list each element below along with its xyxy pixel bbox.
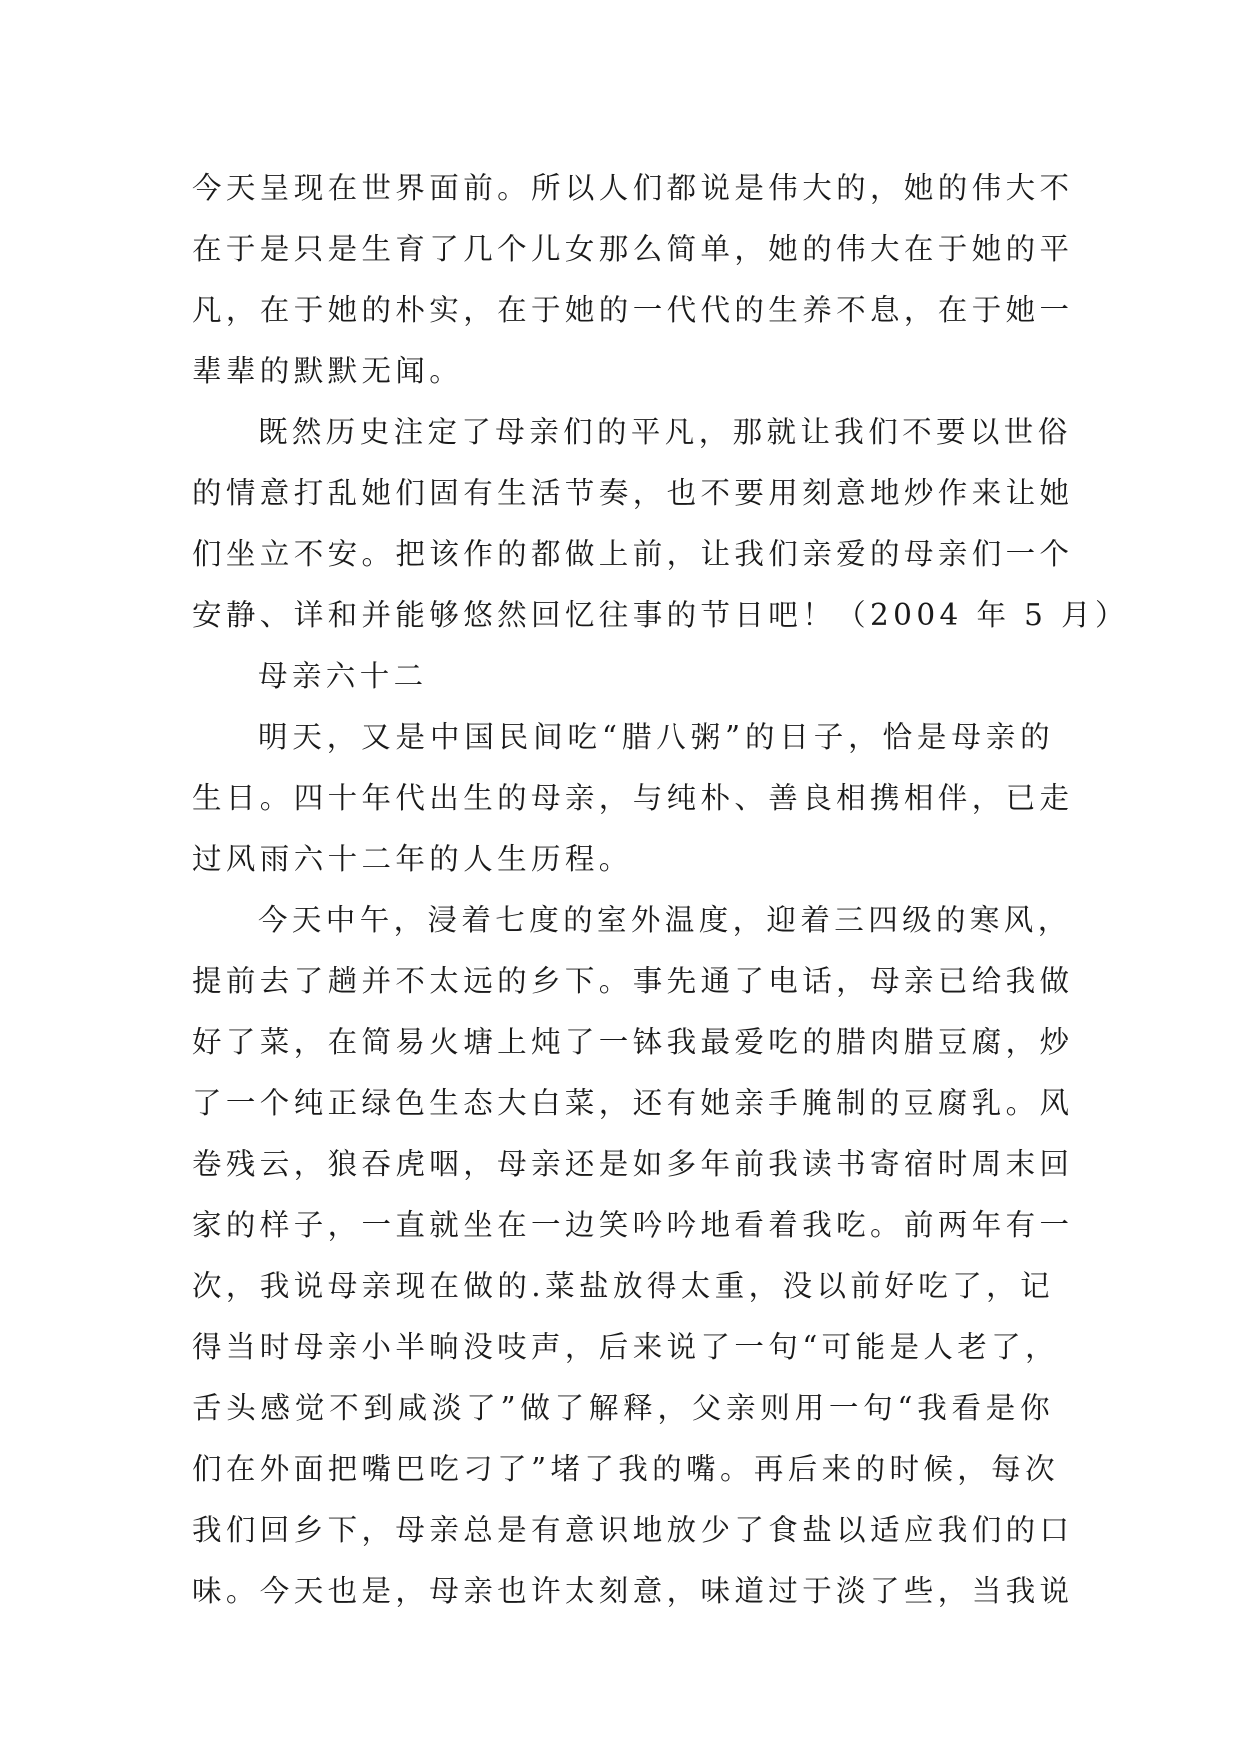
text-line: 味。今天也是，母亲也许太刻意，味道过于淡了些，当我说 xyxy=(192,1574,1074,1608)
text-line: 安静、详和并能够悠然回忆往事的节日吧！（2004 年 5 月） xyxy=(192,598,1129,632)
text-line: 在于是只是生育了几个儿女那么简单，她的伟大在于她的平 xyxy=(192,232,1074,266)
text-line: 家的样子，一直就坐在一边笑吟吟地看着我吃。前两年有一 xyxy=(192,1208,1074,1242)
text-line: 既然历史注定了母亲们的平凡，那就让我们不要以世俗 xyxy=(258,415,1072,449)
text-line: 了一个纯正绿色生态大白菜，还有她亲手腌制的豆腐乳。风 xyxy=(192,1086,1074,1120)
text-line: 今天呈现在世界面前。所以人们都说是伟大的，她的伟大不 xyxy=(192,171,1074,205)
text-line: 凡，在于她的朴实，在于她的一代代的生养不息，在于她一 xyxy=(192,293,1074,327)
text-line: 今天中午，浸着七度的室外温度，迎着三四级的寒风， xyxy=(258,903,1072,937)
text-line: 卷残云，狼吞虎咽，母亲还是如多年前我读书寄宿时周末回 xyxy=(192,1147,1074,1181)
text-line: 提前去了趟并不太远的乡下。事先通了电话，母亲已给我做 xyxy=(192,964,1074,998)
text-line: 明天，又是中国民间吃“腊八粥”的日子，恰是母亲的 xyxy=(258,720,1054,754)
text-line: 过风雨六十二年的人生历程。 xyxy=(192,842,633,876)
body-text xyxy=(192,158,1129,1622)
text-line: 们在外面把嘴巴吃刁了”堵了我的嘴。再后来的时候，每次 xyxy=(192,1452,1059,1486)
text-line: 辈辈的默默无闻。 xyxy=(192,354,464,388)
text-line: 得当时母亲小半晌没吱声，后来说了一句“可能是人老了， xyxy=(192,1330,1059,1364)
text-line: 母亲六十二 xyxy=(258,659,428,693)
text-line: 舌头感觉不到咸淡了”做了解释，父亲则用一句“我看是你 xyxy=(192,1391,1054,1425)
text-line: 好了菜，在简易火塘上炖了一钵我最爱吃的腊肉腊豆腐，炒 xyxy=(192,1025,1074,1059)
text-line: 们坐立不安。把该作的都做上前，让我们亲爱的母亲们一个 xyxy=(192,537,1074,571)
text-line: 的情意打乱她们固有生活节奏，也不要用刻意地炒作来让她 xyxy=(192,476,1074,510)
text-line: 生日。四十年代出生的母亲，与纯朴、善良相携相伴，已走 xyxy=(192,781,1074,815)
text-line: 次，我说母亲现在做的.菜盐放得太重，没以前好吃了，记 xyxy=(192,1269,1054,1303)
text-line: 我们回乡下，母亲总是有意识地放少了食盐以适应我们的口 xyxy=(192,1513,1074,1547)
